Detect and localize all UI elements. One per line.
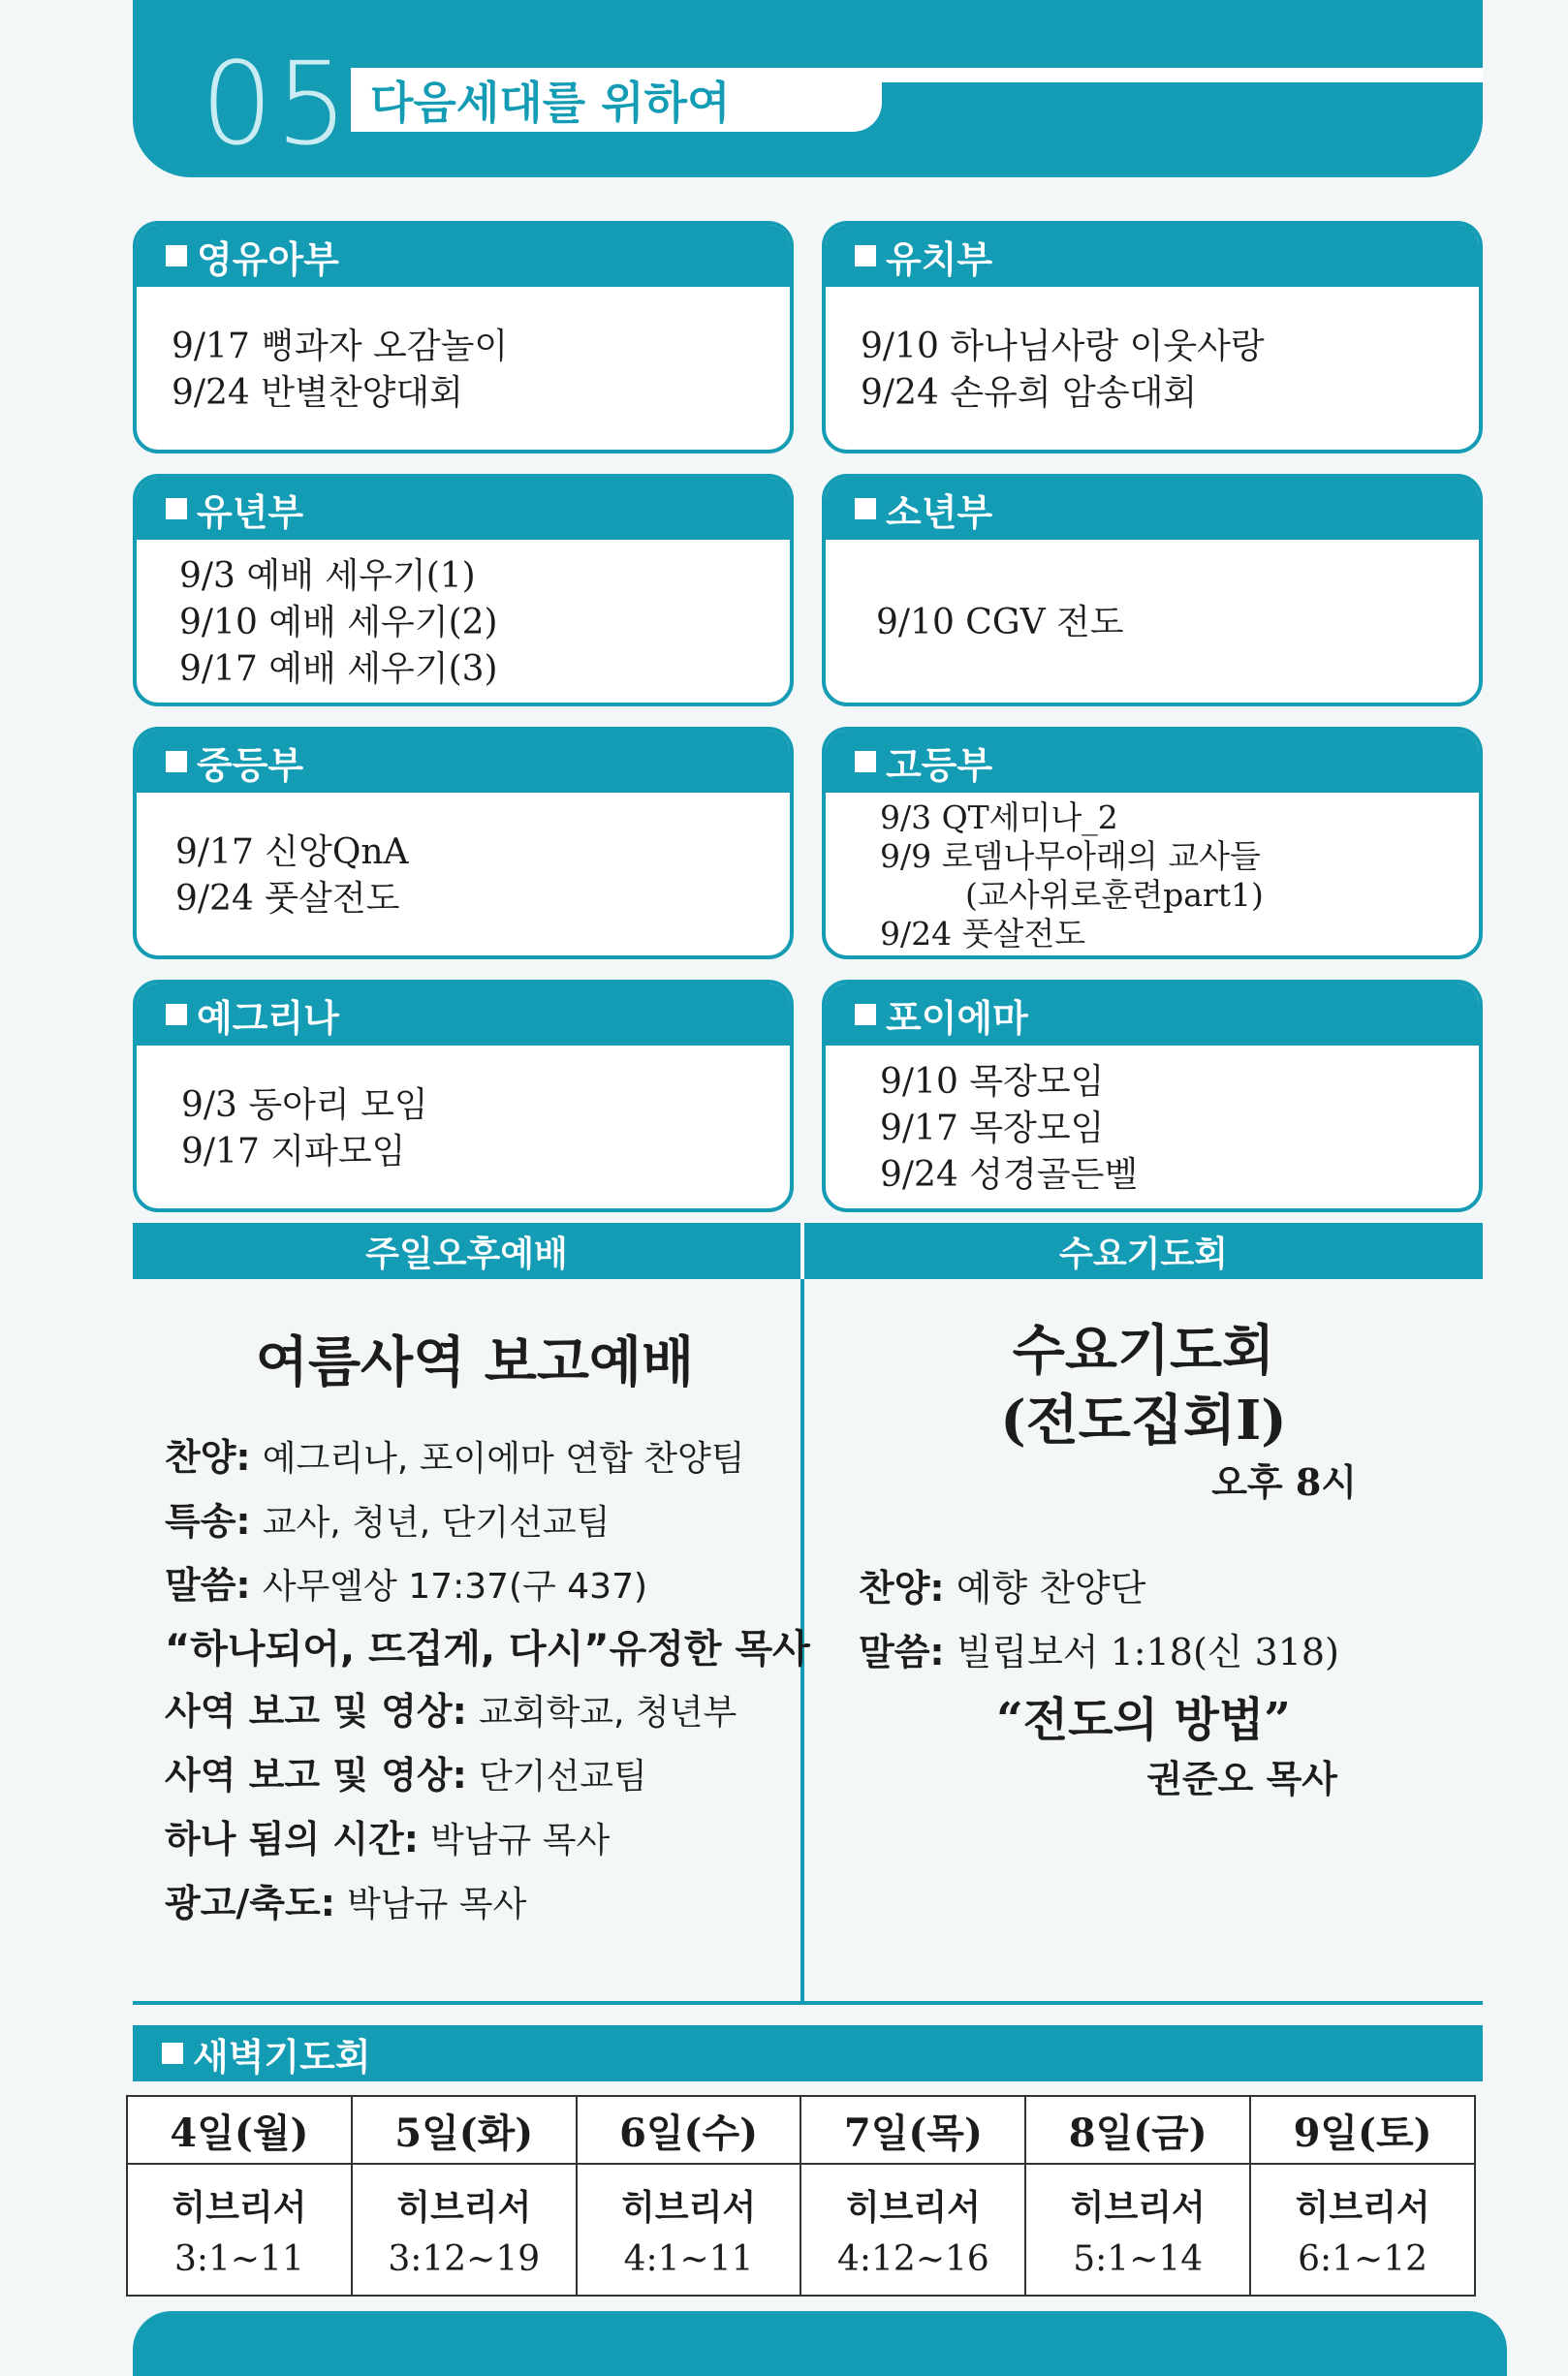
card-line: 9/17 예배 세우기(3): [179, 649, 498, 689]
day-cell: 4일(월): [127, 2096, 352, 2164]
wednesday-preacher: 권준오 목사: [1146, 1757, 1337, 1800]
wednesday-praise: 찬양: 예향 찬양단: [859, 1567, 1146, 1610]
square-bullet-icon: [166, 245, 187, 266]
sunday-service: [165, 1298, 810, 1936]
passage-cell: 히브리서 6:1~12: [1250, 2164, 1475, 2296]
card-high-school: [822, 727, 1483, 959]
card-line: 9/24 풋살전도: [880, 915, 1086, 953]
footer-bar: [133, 2311, 1507, 2376]
card-line: 9/10 예배 세우기(2): [179, 603, 498, 642]
card-line: 9/3 예배 세우기(1): [179, 556, 476, 596]
sunday-row: 찬양: 예그리나, 포이에마 연합 찬양팀: [165, 1436, 745, 1479]
card-infant: [133, 221, 794, 453]
day-cell: 6일(수): [577, 2096, 801, 2164]
passage-cell: 히브리서 4:1~11: [577, 2164, 801, 2296]
wednesday-word: 말씀: 빌립보서 1:18(신 318): [859, 1631, 1339, 1673]
sermon-title: “하나되어, 뜨겁게, 다시”: [165, 1627, 610, 1672]
table-row: [127, 2096, 1475, 2164]
card-line: 9/17 지파모임: [181, 1132, 406, 1172]
square-bullet-icon: [855, 751, 876, 772]
sunday-sermon: [165, 1618, 810, 1680]
card-line: 9/10 목장모임: [880, 1062, 1105, 1102]
section-title: 다음세대를 위하여: [370, 77, 731, 129]
section-number: 05: [201, 37, 351, 171]
wednesday-service-header: 수요기도회: [804, 1223, 1483, 1279]
wednesday-subtitle: (전도집회Ⅰ): [1000, 1389, 1287, 1453]
card-title: 유년부: [197, 490, 304, 534]
card-line: 9/17 목장모임: [880, 1109, 1105, 1148]
card-line: 9/24 풋살전도: [175, 879, 400, 919]
sermon-preacher: 유정한 목사: [609, 1627, 810, 1672]
section-header: [133, 0, 1483, 177]
card-line: 9/9 로뎀나무아래의 교사들: [880, 837, 1261, 875]
card-title: 소년부: [886, 490, 993, 534]
card-line: 9/10 CGV 전도: [876, 603, 1124, 642]
card-title: 유치부: [886, 237, 993, 281]
card-title: 중등부: [197, 743, 304, 787]
card-line: 9/24 손유희 암송대회: [861, 373, 1198, 413]
square-bullet-icon: [166, 751, 187, 772]
passage-cell: 히브리서 3:12~19: [352, 2164, 577, 2296]
card-title: 고등부: [886, 743, 993, 787]
sunday-title: 여름사역 보고예배: [255, 1330, 695, 1394]
card-title: 영유아부: [197, 237, 339, 281]
card-poiema: [822, 980, 1483, 1212]
table-row: [127, 2164, 1475, 2296]
card-line: 9/10 하나님사랑 이웃사랑: [861, 327, 1265, 366]
card-young-adult: [133, 980, 794, 1212]
sunday-row: 말씀: 사무엘상 17:37(구 437): [165, 1564, 648, 1607]
sunday-row: 하나 됨의 시간: 박남규 목사: [165, 1818, 611, 1860]
sunday-row: 사역 보고 및 영상: 교회학교, 청년부: [165, 1690, 737, 1733]
day-cell: 5일(화): [352, 2096, 577, 2164]
passage-cell: 히브리서 4:12~16: [800, 2164, 1025, 2296]
square-bullet-icon: [855, 1004, 876, 1025]
day-cell: 9일(토): [1250, 2096, 1475, 2164]
square-bullet-icon: [855, 498, 876, 519]
square-bullet-icon: [166, 1004, 187, 1025]
card-line: 9/3 동아리 모임: [181, 1085, 428, 1125]
dawn-prayer-header: 새벽기도회: [133, 2025, 1483, 2081]
card-kindergarten: [822, 221, 1483, 453]
card-line: 9/3 QT세미나_2: [880, 798, 1118, 836]
card-line: 9/17 뻥과자 오감놀이: [172, 327, 509, 366]
dawn-prayer-table: [126, 2095, 1476, 2297]
square-bullet-icon: [166, 498, 187, 519]
card-line: 9/24 반별찬양대회: [172, 373, 463, 413]
section-title-box: [351, 68, 882, 132]
day-cell: 8일(금): [1025, 2096, 1250, 2164]
wednesday-time: 오후 8시: [1211, 1460, 1357, 1504]
sunday-row: 광고/축도: 박남규 목사: [165, 1882, 527, 1924]
card-line: (교사위로훈련part1): [965, 876, 1264, 914]
card-middle-school: [133, 727, 794, 959]
sunday-row: 사역 보고 및 영상: 단기선교팀: [165, 1754, 647, 1797]
passage-cell: 히브리서 3:1~11: [127, 2164, 352, 2296]
card-title: 예그리나: [197, 996, 339, 1040]
card-line: 9/24 성경골든벨: [880, 1155, 1139, 1195]
card-line: 9/17 신앙QnA: [175, 832, 409, 872]
card-title: 포이에마: [886, 996, 1028, 1040]
card-elementary-junior: [133, 474, 794, 706]
square-bullet-icon: [162, 2043, 183, 2064]
wednesday-title: 수요기도회: [1012, 1319, 1275, 1383]
wednesday-sermon-title: “전도의 방법”: [996, 1693, 1291, 1747]
section-divider: [133, 2001, 1483, 2005]
day-cell: 7일(목): [800, 2096, 1025, 2164]
card-elementary-senior: [822, 474, 1483, 706]
square-bullet-icon: [855, 245, 876, 266]
sunday-row: 특송: 교사, 청년, 단기선교팀: [165, 1500, 611, 1543]
sunday-service-header: 주일오후예배: [133, 1223, 800, 1279]
passage-cell: 히브리서 5:1~14: [1025, 2164, 1250, 2296]
wednesday-service: [804, 1298, 1483, 1806]
